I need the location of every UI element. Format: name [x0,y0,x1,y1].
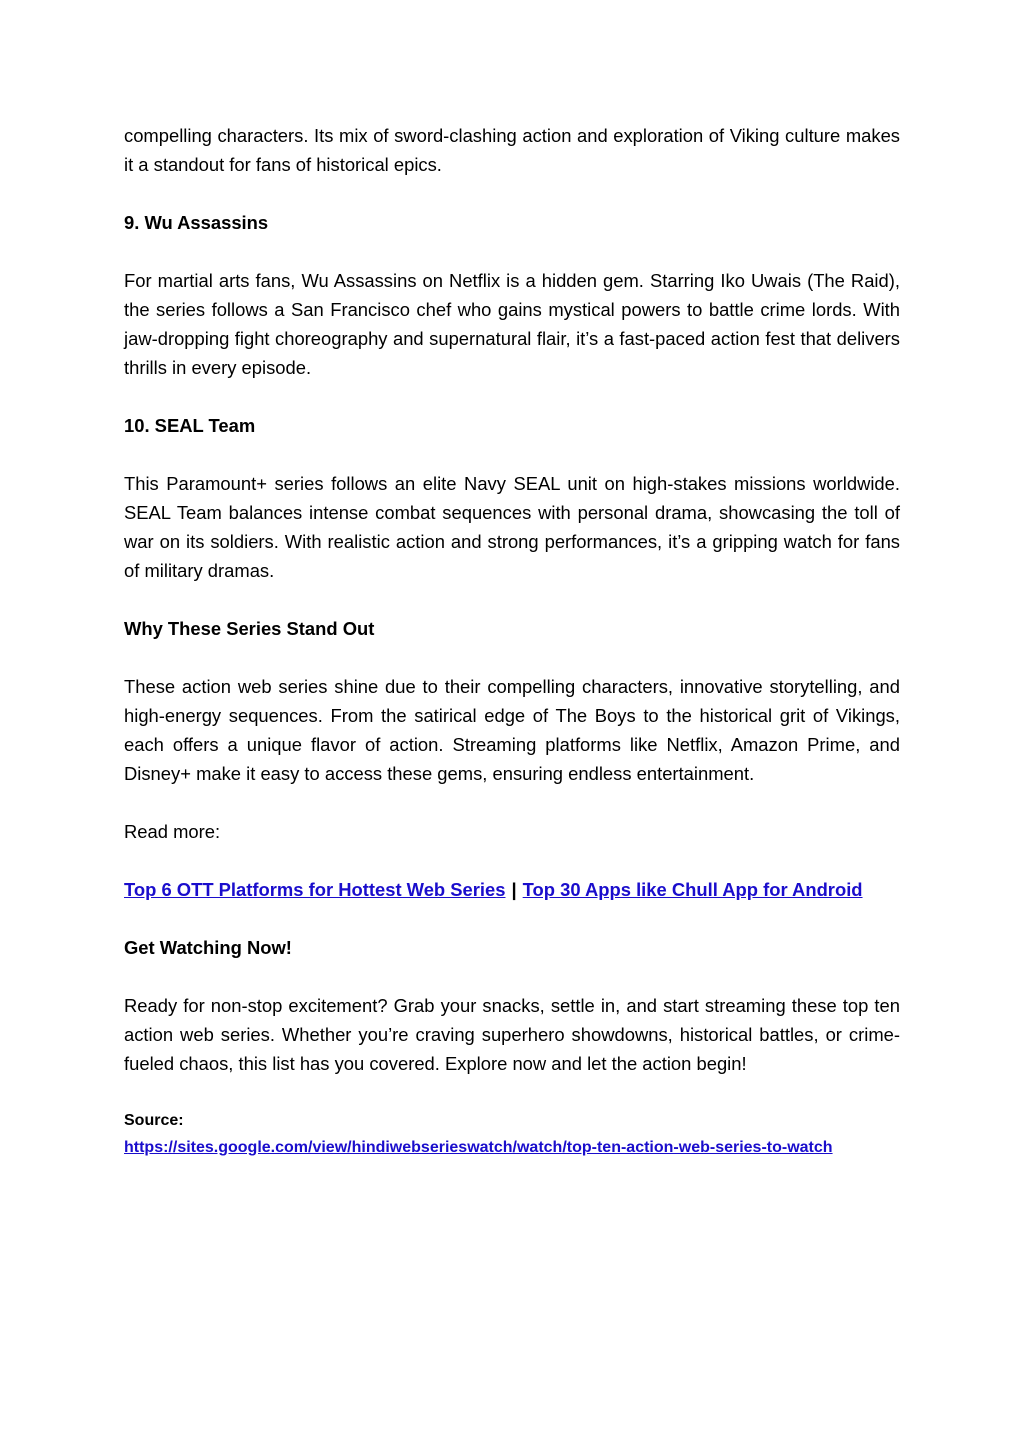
section-10-paragraph: This Paramount+ series follows an elite Navy SEAL unit on high-stakes missions worldwide. SEAL Team balances intense combat sequences with personal drama, showcasing the toll of war on its soldiers. With realistic action and strong performances, it’s a gripping watch for fans of military dramas. [124,473,900,581]
link-apps-like-chull[interactable]: Top 30 Apps like Chull App for Android [522,879,863,900]
source-label: Source: [124,1112,184,1129]
section-9-heading: 9. Wu Assassins [124,212,269,233]
intro-paragraph: compelling characters. Its mix of sword-clashing action and exploration of Viking culture makes it a standout for fans of historical epics. [124,125,900,175]
section-10-heading: 10. SEAL Team [124,415,256,436]
section-9-paragraph: For martial arts fans, Wu Assassins on Netflix is a hidden gem. Starring Iko Uwais (The Raid), the series follows a San Francisco chef who gains mystical powers to battle crime lords. With jaw-dropping fight choreography and supernatural flair, it’s a fast-paced action fest that delivers thrills in every episode. [124,270,900,378]
source-link[interactable]: https://sites.google.com/view/hindiwebserieswatch/watch/top-ten-action-web-series-to-watch [124,1139,833,1156]
get-watching-paragraph: Ready for non-stop excitement? Grab your snacks, settle in, and start streaming these top ten action web series. Whether you’re craving superhero showdowns, historical battles, or crime-fueled chaos, this list has you covered. Explore now and let the action begin! [124,995,900,1074]
read-more-label: Read more: [124,821,221,842]
related-links [124,875,900,904]
link-top-ott-platforms[interactable]: Top 6 OTT Platforms for Hottest Web Series [124,879,506,900]
link-separator: | [511,879,517,900]
why-paragraph: These action web series shine due to their compelling characters, innovative storytelling, and high-energy sequences. From the satirical edge of The Boys to the historical grit of Vikings, each offers a unique flavor of action. Streaming platforms like Netflix, Amazon Prime, and Disney+ make it easy to access these gems, ensuring endless entertainment. [124,676,900,784]
why-heading: Why These Series Stand Out [124,618,375,639]
get-watching-heading: Get Watching Now! [124,937,292,958]
document-page [124,121,900,1161]
